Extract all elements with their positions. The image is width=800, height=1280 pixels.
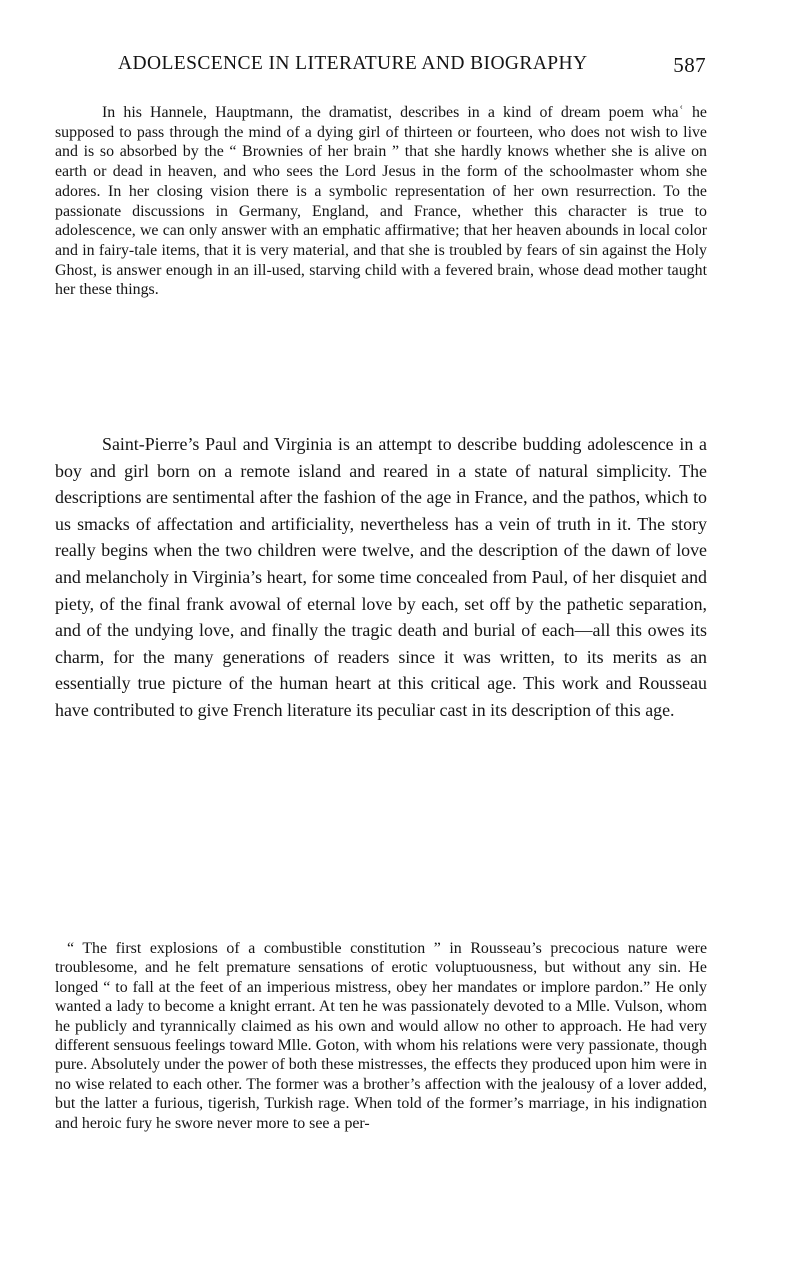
paragraph-paul-and-virginia: Saint-Pierre’s Paul and Virginia is an attempt to describe budding adolescence in a boy and girl born on a remote island and reared in a state of natural simplicity. The descriptions are sentimental after the fashion of the age in France, and the pathos, which to us smacks of affectation and artificiality, nevertheless has a vein of truth in it. The story really begins when the two children were twelve, and the description of the dawn of love and melancholy in Virginia’s heart, for some time concealed from Paul, of her disquiet and piety, of the final frank avowal of eternal love by each, set off by the pathetic separation, and of the undying love, and finally the tragic death and burial of each—all this owes its charm, for the many generations of readers since it was written, to its merits as an essentially true picture of the human heart at this critical age. This work and Rousseau have contributed to give French literature its peculiar cast in its description of this age.	[55, 434, 707, 720]
paragraph-rousseau: “ The first explosions of a combustible constitution ” in Rousseau’s precocious nature were troublesome, and he felt premature sensations of erotic voluptuousness, but without any sin. He longed “ to fall at the feet of an imperious mistress, obey her mandates or implore pardon.” He only wanted a lady to become a knight errant. At ten he was passionately devoted to a Mlle. Vulson, whom he publicly and tyrannically claimed as his own and would allow no other to approach. He had very different sensuous feelings toward Mlle. Goton, with whom his relations were very passionate, though pure. Absolutely under the power of both these mistresses, the effects they produced upon him were in no wise related to each other. The former was a brother’s affection with the jealousy of a lover added, but the latter a furious, tigerish, Turkish rage. When told of the former’s marriage, in his indignation and heroic fury he swore never more to see a per-	[55, 940, 707, 1132]
page-number: 587	[673, 53, 706, 77]
paragraph-hannele: In his Hannele, Hauptmann, the dramatist, describes in a kind of dream poem whaʿ he supposed to pass through the mind of a dying girl of thirteen or fourteen, who does not wish to live and is so absorbed by the “ Brownies of her brain ” that she hardly knows whether she is alive on earth or dead in heaven, and who sees the Lord Jesus in the form of the schoolmaster whom she adores. In her closing vision there is a symbolic representation of her own resurrection. To the passionate discussions in Germany, England, and France, whether this character is true to adolescence, we can only answer with an emphatic affirmative; that her heaven abounds in local color and in fairy-tale items, that it is very material, and that she is troubled by fears of sin against the Holy Ghost, is answer enough in an ill-used, starving child with a fevered brain, whose dead mother taught her these things.	[55, 104, 707, 299]
running-head-title: ADOLESCENCE IN LITERATURE AND BIOGRAPHY	[118, 53, 588, 74]
